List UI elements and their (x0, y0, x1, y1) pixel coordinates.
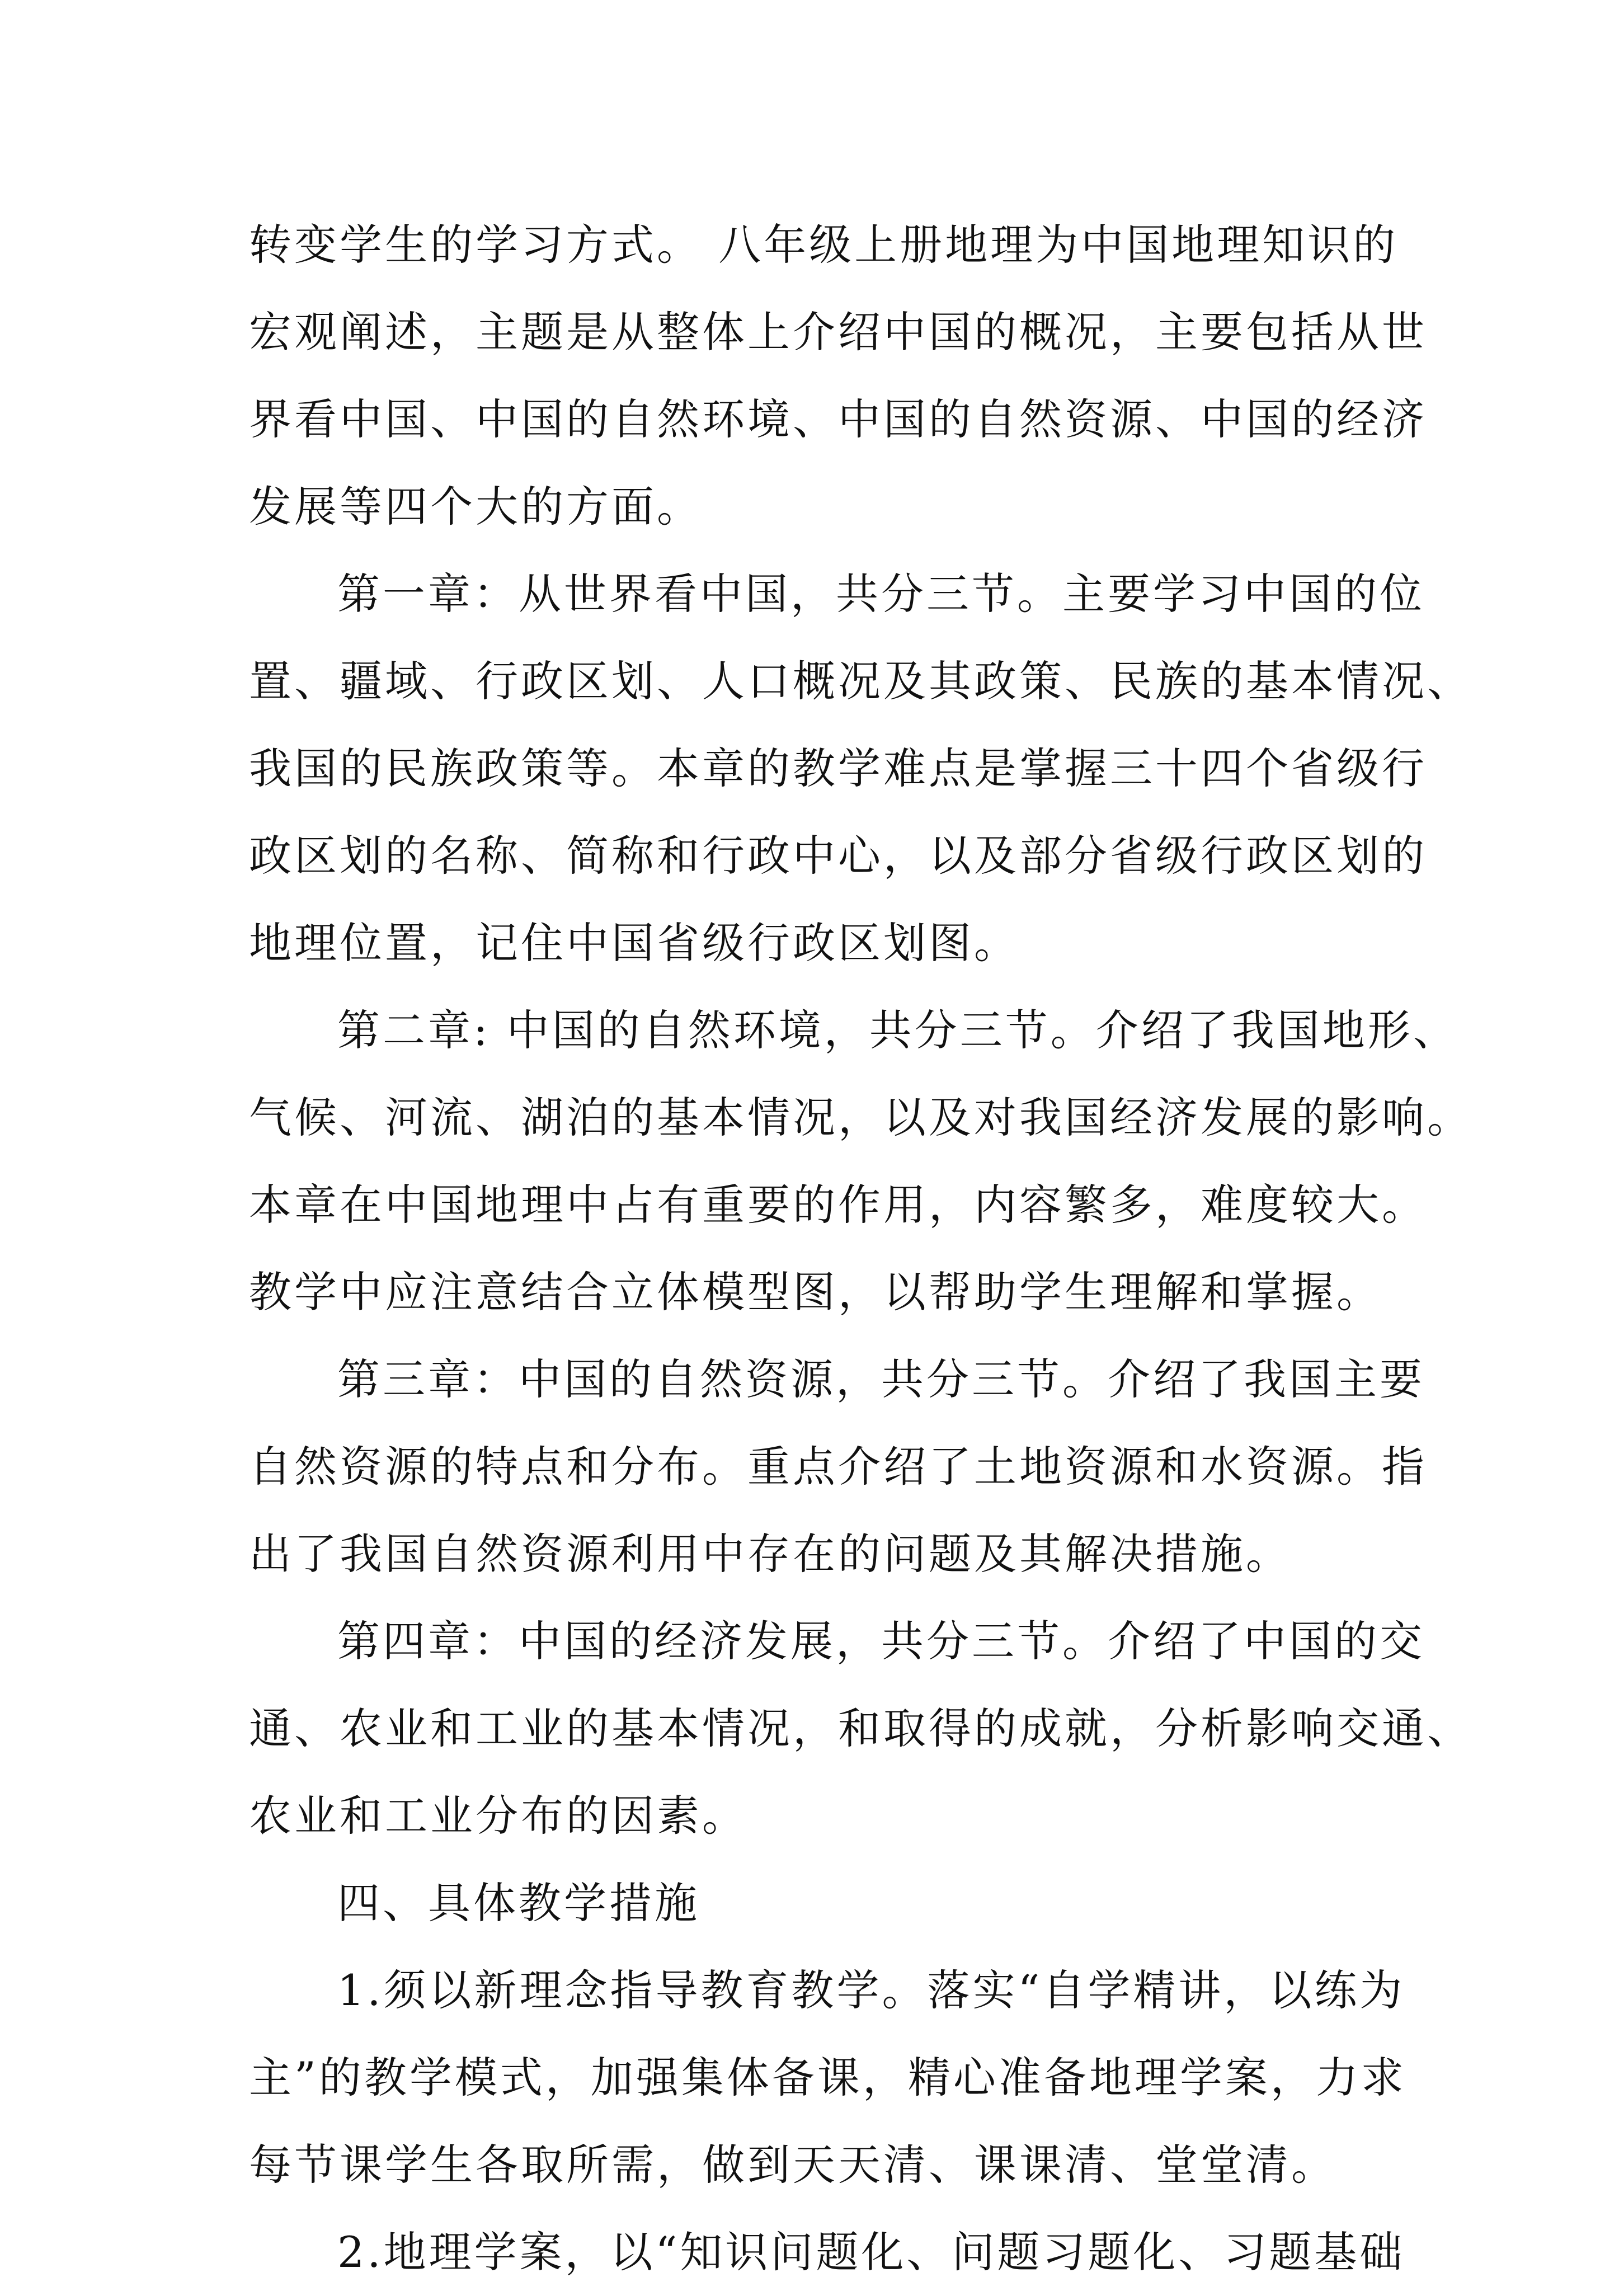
text-line: 通、农业和工业的基本情况，和取得的成就，分析影响交通、 (249, 1704, 1472, 1753)
text-line: 界看中国、中国的自然环境、中国的自然资源、中国的经济 (249, 394, 1427, 444)
paragraph-first-line: 第一章：从世界看中国，共分三节。主要学习中国的位 (337, 569, 1425, 619)
text-line: 转变学生的学习方式。 八年级上册地理为中国地理知识的 (249, 220, 1399, 270)
paragraph-first-line: 1.须以新理念指导教育教学。落实“自学精讲，以练为 (337, 1965, 1405, 2015)
text-line: 发展等四个大的方面。 (249, 482, 702, 531)
text-line: 气候、河流、湖泊的基本情况，以及对我国经济发展的影响。 (249, 1093, 1472, 1142)
text-line: 自然资源的特点和分布。重点介绍了土地资源和水资源。指 (249, 1442, 1427, 1492)
text-line: 地理位置，记住中国省级行政区划图。 (249, 918, 1019, 968)
text-line: 每节课学生各取所需，做到天天清、课课清、堂堂清。 (249, 2140, 1336, 2190)
text-line: 政区划的名称、简称和行政中心，以及部分省级行政区划的 (249, 831, 1427, 881)
text-line: 我国的民族政策等。本章的教学难点是掌握三十四个省级行 (249, 744, 1427, 793)
paragraph-first-line: 2.地理学案，以“知识问题化、问题习题化、习题基础 (337, 2227, 1405, 2277)
text-line: 本章在中国地理中占有重要的作用，内容繁多，难度较大。 (249, 1180, 1427, 1230)
text-line: 置、疆域、行政区划、人口概况及其政策、民族的基本情况、 (249, 656, 1472, 706)
section-heading: 四、具体教学措施 (337, 1878, 700, 1928)
paragraph-first-line: 第二章: 中国的自然环境，共分三节。介绍了我国地形、 (337, 1005, 1458, 1055)
document-body (249, 201, 1472, 2296)
paragraph-first-line: 第三章：中国的自然资源，共分三节。介绍了我国主要 (337, 1354, 1425, 1404)
text-line: 农业和工业分布的因素。 (249, 1791, 747, 1841)
text-line: 主”的教学模式，加强集体备课，精心准备地理学案，力求 (249, 2053, 1406, 2102)
text-line: 宏观阐述，主题是从整体上介绍中国的概况，主要包括从世 (249, 307, 1427, 357)
text-line: 教学中应注意结合立体模型图，以帮助学生理解和掌握。 (249, 1267, 1382, 1317)
text-line: 出了我国自然资源利用中存在的问题及其解决措施。 (249, 1529, 1291, 1579)
paragraph-first-line: 第四章：中国的经济发展，共分三节。介绍了中国的交 (337, 1616, 1425, 1666)
